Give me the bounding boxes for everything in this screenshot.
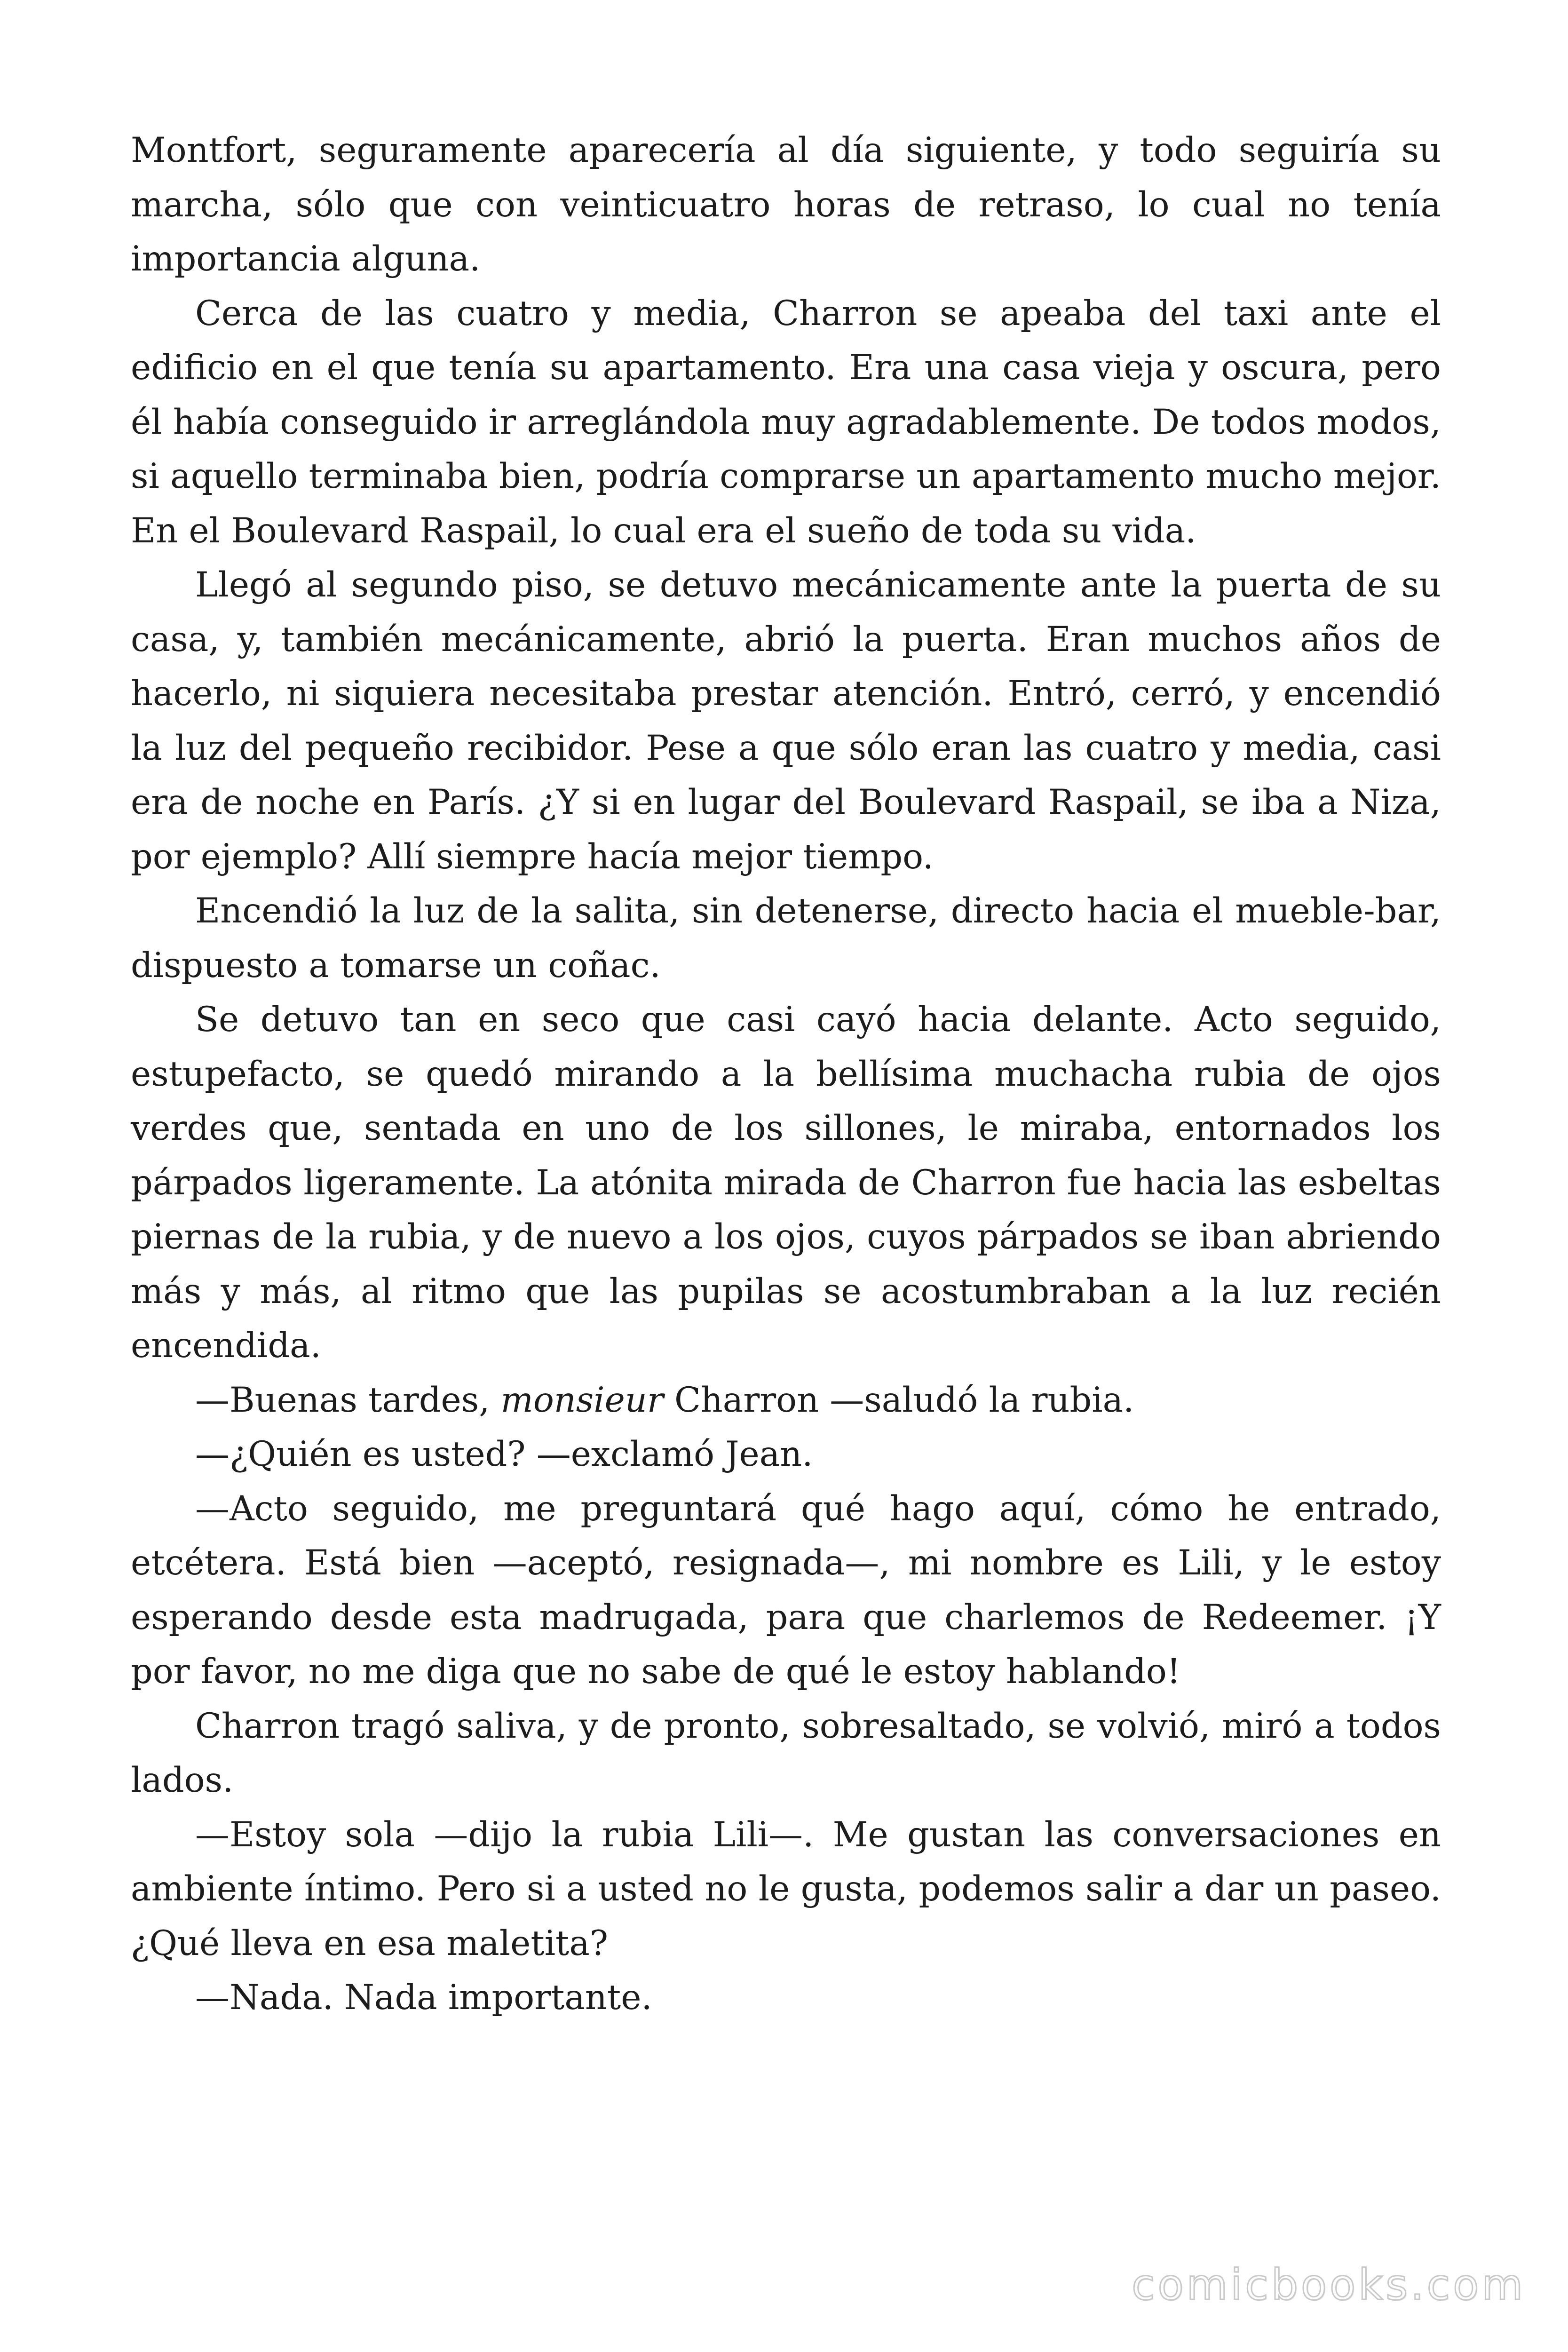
paragraph: —Nada. Nada importante.: [195, 1978, 652, 2018]
greeting-before: —Buenas tardes,: [195, 1380, 501, 1420]
body-text: [131, 123, 1441, 2025]
site-watermark: comicbooks.com: [1132, 2260, 1526, 2310]
paragraph: —Estoy sola —dijo la rubia Lili—. Me gustan las conversaciones en ambiente íntimo. Pero si a usted no le gusta, podemos salir a dar un paseo. ¿Qué lleva en esa maletita?: [131, 1814, 1441, 1963]
paragraph: Charron tragó saliva, y de pronto, sobresaltado, se volvió, miró a todos lados.: [131, 1706, 1441, 1800]
paragraph: Se detuvo tan en seco que casi cayó hacia delante. Acto seguido, estupefacto, se quedó mirando a la bellísima muchacha rubia de ojos verdes que, sentada en uno de los sillones, le miraba, entornados los párpados ligeramente. La atónita mirada de Charron fue hacia las esbeltas piernas de la rubia, y de nuevo a los ojos, cuyos párpados se iban abriendo más y más, al ritmo que las pupilas se acostumbraban a la luz recién encendida.: [131, 1000, 1441, 1366]
paragraph: Montfort, seguramente aparecería al día siguiente, y todo seguiría su marcha, sólo que con veinticuatro horas de retraso, lo cual no tenía importancia alguna.: [131, 130, 1441, 279]
paragraph: —Acto seguido, me preguntará qué hago aquí, cómo he entrado, etcétera. Está bien —aceptó, resignada—, mi nombre es Lili, y le estoy esperando desde esta madrugada, para que charlemos de Redeemer. ¡Y por favor, no me diga que no sabe de qué le estoy hablando!: [131, 1488, 1441, 1692]
dialogue-greeting: [131, 1373, 1441, 1428]
paragraph: Encendió la luz de la salita, sin detenerse, directo hacia el mueble-bar, dispuesto a tomarse un coñac.: [131, 891, 1441, 985]
paragraph: —¿Quién es usted? —exclamó Jean.: [195, 1434, 813, 1474]
greeting-after: Charron —saludó la rubia.: [663, 1380, 1134, 1420]
paragraph: Cerca de las cuatro y media, Charron se apeaba del taxi ante el edificio en el que tenía su apartamento. Era una casa vieja y oscura, pero él había conseguido ir arreglándola muy agradablemente. De todos modos, si aquello terminaba bien, podría comprarse un apartamento mucho mejor. En el Boulevard Raspail, lo cual era el sueño de toda su vida.: [131, 293, 1441, 551]
paragraph: Llegó al segundo piso, se detuvo mecánicamente ante la puerta de su casa, y, también mecánicamente, abrió la puerta. Eran muchos años de hacerlo, ni siquiera necesitaba prestar atención. Entró, cerró, y encendió la luz del pequeño recibidor. Pese a que sólo eran las cuatro y media, casi era de noche en París. ¿Y si en lugar del Boulevard Raspail, se iba a Niza, por ejemplo? Allí siempre hacía mejor tiempo.: [131, 565, 1441, 877]
greeting-emphasis: monsieur: [500, 1380, 664, 1420]
